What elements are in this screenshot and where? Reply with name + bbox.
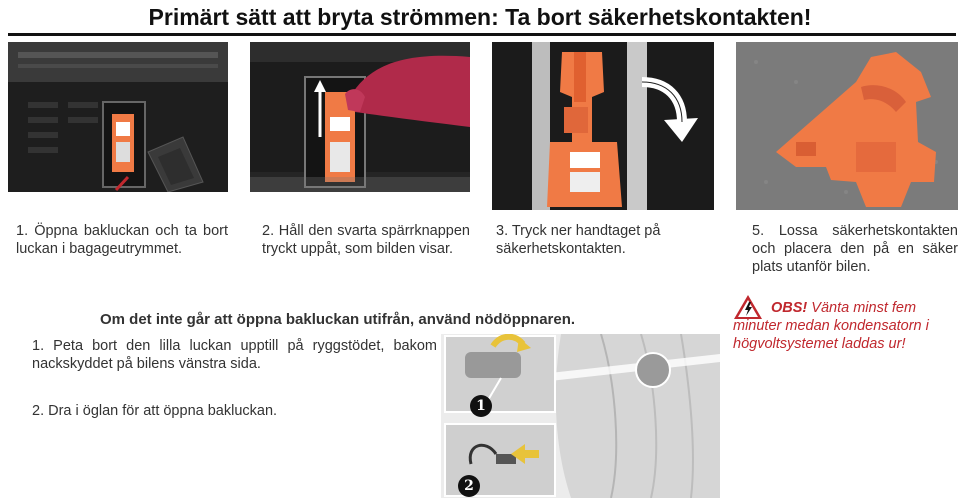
photo-hold-latch <box>250 42 470 192</box>
callout-badge-2: 2 <box>458 475 480 497</box>
title-divider <box>8 33 956 36</box>
page-title: Primärt sätt att bryta strömmen: Ta bort säkerhetskontakten! <box>148 4 812 30</box>
photo-trunk-cover-removed <box>8 42 228 192</box>
photo-press-handle <box>492 42 714 210</box>
photo-removed-connector <box>736 42 958 210</box>
emergency-title: Om det inte går att öppna bakluckan utifrån, använd nödöppnaren. <box>100 311 576 328</box>
callout-badge-1: 1 <box>470 395 492 417</box>
step-2-text: 2. Håll den svarta spärrknappen tryckt uppåt, som bilden visar. <box>262 223 470 257</box>
step-1-text: 1. Öppna bakluckan och ta bort luckan i bagageutrymmet. <box>16 223 228 257</box>
warning-label: OBS! <box>771 300 808 316</box>
step-5-text: 5. Lossa säkerhetskontakten och placera den på en säker plats utanför bilen. <box>752 223 958 275</box>
step-3-text: 3. Tryck ner handtaget på säkerhetskontakten. <box>496 223 661 257</box>
emergency-step-2: 2. Dra i öglan för att öppna bakluckan. <box>32 403 278 419</box>
warning-body: Vänta minst fem minuter medan kondensatorn i högvoltsystemet laddas ur! <box>733 300 929 352</box>
warning-text <box>733 299 959 353</box>
emergency-step-1: 1. Peta bort den lilla luckan upptill på ryggstödet, bakom nackskyddet på bilens vänstra sida. <box>32 338 437 372</box>
